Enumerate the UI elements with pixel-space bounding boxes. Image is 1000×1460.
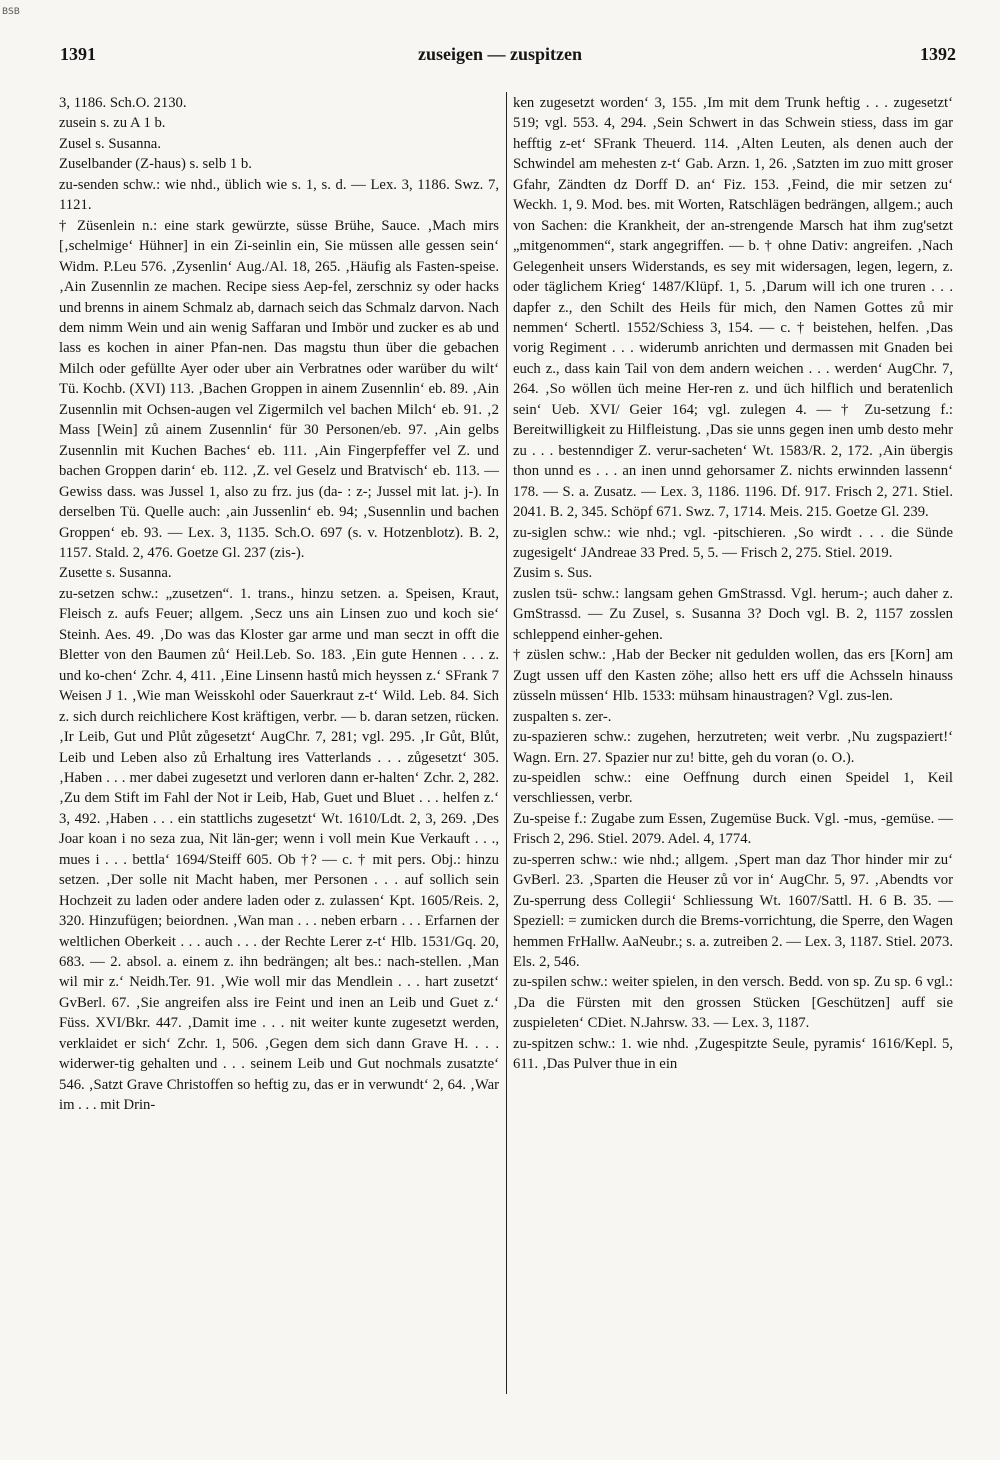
entry: † Züsenlein n.: eine stark gewürzte, süsse Brühe, Sauce. ‚Mach mirs [‚schelmige‘ Hühner] in ein Zi-seinlin ein, Sie müssen alle gessen sein‘ Widm. P.Leu 576. ‚Zysenlin‘ Aug./Al. 18, 265. ‚Häufig als Fasten-speise. ‚Ain Zusennlin ze machen. Recipe siess Aep-fel, zerschniz sy oder hacks und brenns in ainem Schmalz ab, darnach seich das Schmalz darvon. Nach dem nimm Wein und ain wenig Saffaran und Imbör und zucker es ab und lass es kochen in ainer Pfan-nen. Das magstu thun über die gebachen Milch oder gefüllte Ayer oder uber ain Verbratnes oder warüber du wilt‘ Tü. Kochb. (XVI) 113. ‚Bachen Groppen in ainem Zusennlin‘ eb. 89. ‚Ain Zusennlin mit Ochsen-augen vel Zigermilch vel bachen Milch‘ eb. 91. ‚2 Mass [Wein] zů ainem Zusennlin‘ für 30 Personen/eb. 97. ‚Ain gelbs Zusennlin mit Kuchen Baches‘ eb. 111. ‚Ain Fingerpfeffer vel Z. und bachen Groppen darin‘ eb. 112. ‚Z. vel Geselz und Bratvisch‘ eb. 113. — Gewiss dass. was Jussel 1, also zu frz. jus (da- : z-; Jussel mit lat. j-). In derselben Tü. Quelle auch: ‚ain Jussenlin‘ eb. 94; ‚Susennlin und bachen Groppen‘ eb. 93. — Lex. 3, 1135. Sch.O. 697 (s. v. Hotzenblotz). B. 2, 1157. Stald. 2, 476. Goetze Gl. 237 (zis-). <box>59 217 499 561</box>
entry: zu-speidlen schw.: eine Oeffnung durch einen Speidel 1, Keil verschliessen, verbr. <box>513 769 953 807</box>
right-page-number: 1392 <box>920 44 956 64</box>
running-title: zuseigen — zuspitzen <box>418 44 582 64</box>
column-divider <box>506 92 507 1394</box>
entry: zusein s. zu A 1 b. <box>59 115 166 132</box>
entry: Zusel s. Susanna. <box>59 135 161 152</box>
left-column <box>59 93 499 1426</box>
entry: zu-senden schw.: wie nhd., üblich wie s. 1, s. d. — Lex. 3, 1186. Swz. 7, 1121. <box>59 176 499 214</box>
entry: zu-spitzen schw.: 1. wie nhd. ‚Zugespitzte Seule, pyramis‘ 1616/Kepl. 5, 611. ‚Das Pulver thue in ein <box>513 1035 953 1073</box>
entry: Zuselbander (Z-haus) s. selb 1 b. <box>59 156 252 173</box>
entry: zu-setzen schw.: „zusetzen“. 1. trans., hinzu setzen. a. Speisen, Kraut, Fleisch z. aufs Feuer; allgem. ‚Secz uns ain Linsen zuo und koch sie‘ Steinh. Aes. 49. ‚Do was das Kloster gar arme und man seczt in offt die Bletter von den Baumen zů‘ Heil.Leb. So. 183. ‚Ein gute Hennen . . . z. und ko-chen‘ Zchr. 4, 411. ‚Eine Linsenn hastů mich heyssen z.‘ SFrank 7 Weisen J 1. ‚Wie man Weisskohl oder Sauerkraut z-t‘ Wild. Leb. 84. Sich z. sich durch reichlichere Kost kräftigen, verbr. — b. daran setzen, rücken. ‚Ir Leib, Gut und Plůt zůgesetzt‘ AugChr. 7, 281; vgl. 295. ‚Ir Gůt, Blůt, Leib und Leben also zů Erhaltung ires Vatterlands . . . zůgesetzt‘ 305. ‚Haben . . . mer dabei zugesetzt und verloren dann er-halten‘ Zchr. 2, 282. ‚Zu dem Stift im Fahl der Not ir Leib, Hab, Guet und Bluet . . . helfen z.‘ 3, 492. ‚Haben . . . ein stattlichs zugesetzt‘ Wt. 1610/Ldt. 2, 3, 269. ‚Des Joar koan i no seza zua, Nit län-ger; wenn i voll mein Kue Verkauft . . ., mues i . . . bettla‘ 1694/Steiff 605. Ob †? — c. † mit pers. Obj.: hinzu setzen. ‚Der solle nit Macht haben, mer Personen . . . auf sollich sein Hochzeit zu laden oder andere laden oder z. zulassen‘ Kpt. 1605/Reis. 2, 320. Hinzufügen; beiordnen. ‚Wan man . . . neben erbarn . . . Erfarnen der weltlichen Oberkeit . . . auch . . . der Rechte Lerer z-t‘ Hlb. 1531/Gq. 20, 683. — 2. absol. a. einem z. ihn bedrängen; alt bes.: nach-stellen. ‚Man wil mir z.‘ Neidh.Ter. 91. ‚Wie woll mir das Mendlein . . . hart zusetzt‘ GvBerl. 67. ‚Sie angreifen alss ire Feint und inen an Leib und Guet z.‘ Füss. XVI/Bkr. 447. ‚Damit ime . . . nit weiter kunte zugesetzt werden, verklaidet er sich‘ Zchr. 1, 506. ‚Gegen dem sich dann Grave H. . . . widerwer-tig gehalten und . . . seinem Leib und Gut nochmals zusatzte‘ 546. ‚Satzt Grave Christoffen so heftig zu, das er in verwundt‘ 2, 64. ‚War im . . . mit Drin- <box>59 585 499 1114</box>
library-stamp: BSB <box>2 7 20 17</box>
entry: zu-spilen schw.: weiter spielen, in den versch. Bedd. von sp. Zu sp. 6 vgl.: ‚Da die Fürsten mit den grossen Stücken [Geschützen] auff sie zuspieleten‘ CDiet. N.Jahrsw. 33. — Lex. 3, 1187. <box>513 974 953 1032</box>
entry: zu-siglen schw.: wie nhd.; vgl. -pitschieren. ‚So wirdt . . . die Sünde zugesigelt‘ JAndreae 33 Pred. 5, 5. — Frisch 2, 275. Stiel. 2019. <box>513 524 953 561</box>
left-page-number: 1391 <box>60 44 96 64</box>
entry: Zusette s. Susanna. <box>59 565 172 582</box>
entry: zuslen tsü- schw.: langsam gehen GmStrassd. Vgl. herum-; auch daher z. GmStrassd. — Zu Zusel, s. Susanna 3? Doch vgl. B. 2, 1157 zosslen schleppend einher-gehen. <box>513 585 953 643</box>
entry: zu-spazieren schw.: zugehen, herzutreten; weit verbr. ‚Nu zugspaziert!‘ Wagn. Ern. 27. Spazier nur zu! bitte, geh du voran (o. O.). <box>513 729 953 766</box>
entry: zuspalten s. zer-. <box>513 708 612 725</box>
entry: 3, 1186. Sch.O. 2130. <box>59 95 187 111</box>
right-column <box>513 93 953 1426</box>
entry: ken zugesetzt worden‘ 3, 155. ‚Im mit dem Trunk heftig . . . zugesetzt‘ 519; vgl. 553. 4, 294. ‚Sein Schwert in das Schwein stiess, dass im gar hefftig z-et‘ SFrank Theuerd. 114. ‚Alten Leuten, als denen auch der Schwindel am mehesten z-t‘ Gab. Arzn. 1, 26. ‚Satzten im zuo mitt groser Gfahr, Zändten dz Dorff D. an‘ Fiz. 153. ‚Feind, die mir setzen zu‘ Weckh. 1, 9. Mod. bes. mit Worten, Ratschlägen bedrängen, allgem.; auch von Sachen: die Krankheit, der an-strengende Marsch hat ihm zug'setzt „mitgenommen“, stark angegriffen. — b. † ohne Dativ: angreifen. ‚Nach Gelegenheit unsers Widerstands, es sey mit widersagen, legen, legern, z. oder täglichem Krieg‘ 1487/Klüpf. 1, 5. ‚Darum will ich one truren . . . dapfer z., den Schilt des Heils für mich, den Namen Gottes zů mir nemmen‘ Schertl. 1552/Schiess 3, 154. — c. † beistehen, helfen. ‚Das vorig Regiment . . . widerumb anrichten und dermassen mit Gnaden bei euch z., dass kain Tail von dem andern weichen . . . werden‘ AugChr. 7, 264. ‚So wöllen üch meine Her-ren z. und üch hilflich und beratenlich sein‘ Ueb. XVI/ Geier 164; vgl. zulegen 4. — † Zu-setzung f.: Bereitwilligkeit zu Hilfleistung. ‚Das sie unns gegen inen umb desto mehr zu . . . bestenndiger Z. verur-sacheten‘ Wt. 1583/R. 2, 172. ‚Ain übergis thon unnd es . . . an inen unnd gehorsamer Z. nichts erwinnden lassenn‘ 178. — S. a. Zusatz. — Lex. 3, 1186. 1196. Df. 917. Frisch 2, 271. Stiel. 2041. B. 2, 345. Schöpf 671. Swz. 7, 1714. Meis. 215. Goetze Gl. 239. <box>513 95 953 521</box>
entry: Zu-speise f.: Zugabe zum Essen, Zugemüse Buck. Vgl. -mus, -gemüse. — Frisch 2, 296. Stiel. 2079. Adel. 4, 1774. <box>513 810 953 848</box>
entry: zu-sperren schw.: wie nhd.; allgem. ‚Spert man daz Thor hinder mir zu‘ GvBerl. 23. ‚Sparten die Heuser zů vor in‘ AugChr. 5, 97. ‚Abendts vor Zu-sperrung dess Collegii‘ Schliessung Wt. 1607/Sattl. H. 6 B. 35. — Speziell: = zumicken durch die Brems-vorrichtung, die Sperre, den Wagen hemmen FrHallw. AaNeubr.; s. a. zutreiben 2. — Lex. 3, 1187. Stiel. 2073. Els. 2, 546. <box>513 851 953 971</box>
entry: Zusim s. Sus. <box>513 565 593 582</box>
entry: † züslen schw.: ‚Hab der Becker nit gedulden wollen, das ers [Korn] am Zugt ussen uff den Kasten zöhe; allso hett ers uff die Achsseln hinauss züsseln müssen‘ Hlb. 1533: mühsam hinaustragen? Vgl. zus-len. <box>513 647 953 705</box>
